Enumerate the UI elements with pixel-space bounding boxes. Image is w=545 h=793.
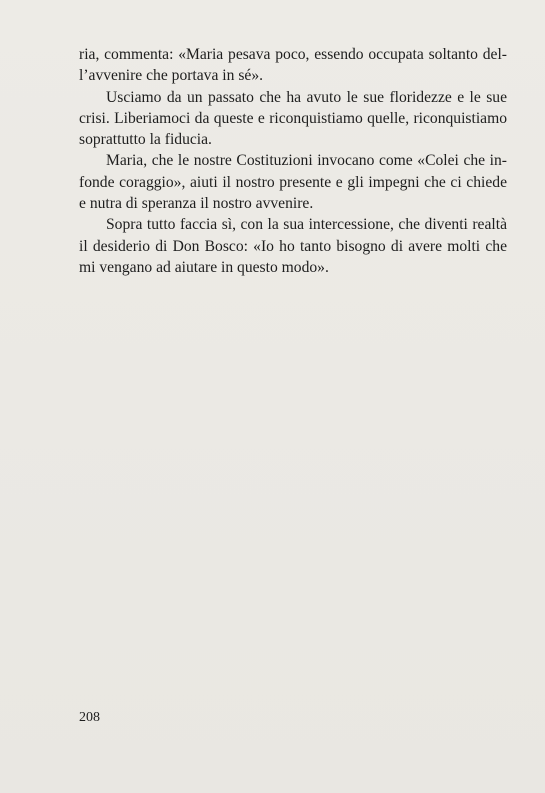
page-number: 208 <box>79 710 100 725</box>
paragraph: ria, commenta: «Maria pesava poco, essendo occupata soltanto dell’avvenire che portava in sé». <box>79 46 507 85</box>
paragraph: Usciamo da un passato che ha avuto le sue floridezze e le sue crisi. Liberiamoci da queste e riconquistiamo quelle, riconquistiamo soprattutto la fiducia. <box>79 88 507 149</box>
paragraph: Sopra tutto faccia sì, con la sua intercessione, che diventi realtà il desiderio di Don Bosco: «Io ho tanto bisogno di avere molti che mi vengano ad aiutare in questo modo». <box>79 216 507 276</box>
body-text <box>79 44 507 278</box>
paragraph: Maria, che le nostre Costituzioni invocano come «Colei che infonde coraggio», aiuti il nostro presente e gli impegni che ci chiede e nutra di speranza il nostro avvenire. <box>79 152 507 213</box>
